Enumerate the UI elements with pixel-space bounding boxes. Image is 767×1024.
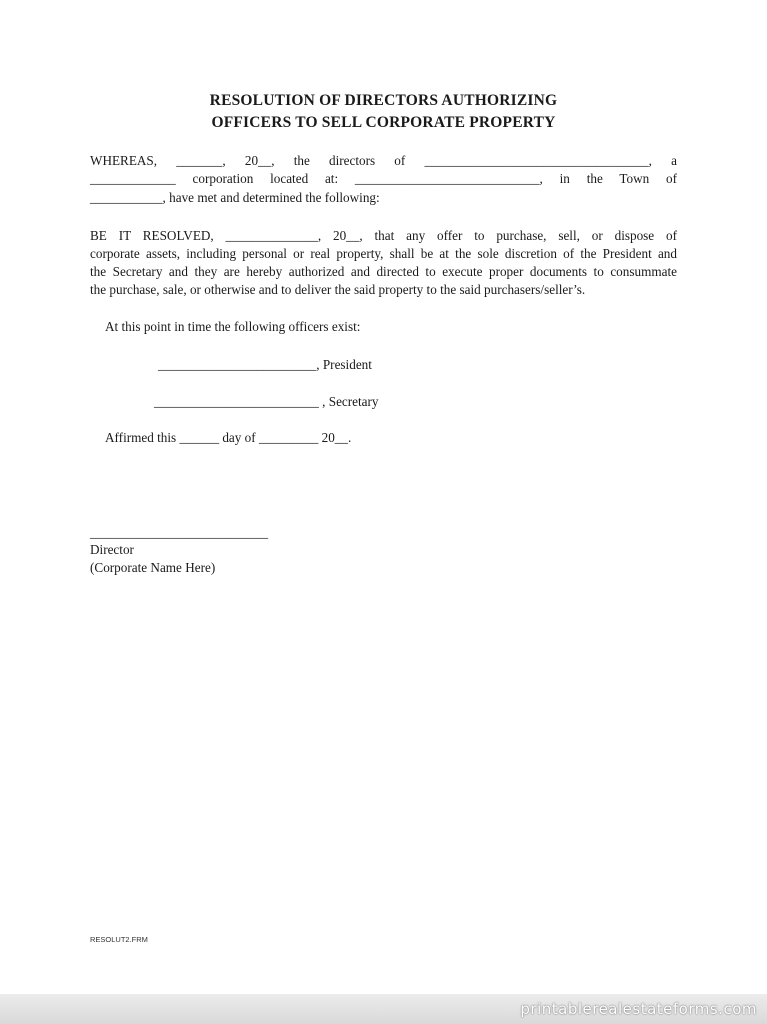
form-code: RESOLUT2.FRM [90,935,148,944]
whereas-line-1: WHEREAS, _______, 20__, the directors of __________________________________, a [90,153,677,168]
officers-intro: At this point in time the following officers exist: [105,319,361,334]
site-watermark: printablerealestateforms.com [520,1000,757,1018]
whereas-line-3: ___________, have met and determined the following: [90,190,380,205]
director-signature-line: ___________________________ [90,525,269,540]
president-signature-line: ________________________, President [158,357,372,372]
resolved-line-3: the Secretary and they are hereby authorized and directed to execute proper documents to consummate [90,264,677,279]
resolved-line-1: BE IT RESOLVED, ______________, 20__, that any offer to purchase, sell, or dispose of [90,228,677,243]
whereas-line-2: _____________ corporation located at: ____________________________, in the Town of [90,171,677,186]
affirmed-line: Affirmed this ______ day of _________ 20__. [105,430,352,445]
secretary-signature-line: _________________________ , Secretary [154,394,379,409]
document-title-line-2: OFFICERS TO SELL CORPORATE PROPERTY [211,114,556,131]
resolved-line-4: the purchase, sale, or otherwise and to deliver the said property to the said purchasers/seller’s. [90,282,586,297]
resolved-line-2: corporate assets, including personal or real property, shall be at the sole discretion of the President and [90,246,677,261]
document-title-line-1: RESOLUTION OF DIRECTORS AUTHORIZING [209,92,558,109]
corporate-name-label: (Corporate Name Here) [90,560,216,575]
director-label: Director [90,542,134,557]
